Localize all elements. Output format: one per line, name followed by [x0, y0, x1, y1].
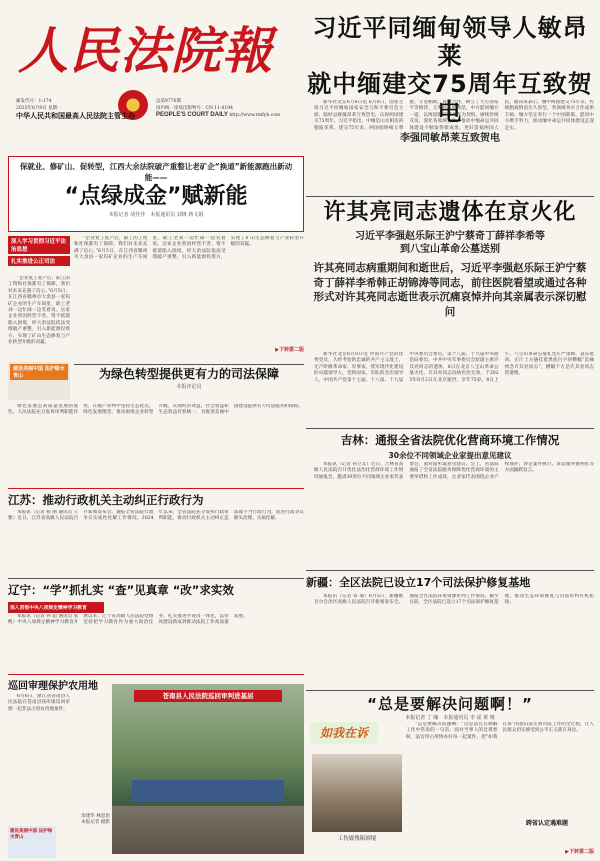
liaoning-body: 本报讯（记者 孙 超 通讯员 张 帆）中央八项规定精神学习教育开展以来，辽宁省高级人民法院党组坚持把学习教育作为重大政治任务，扎实推进学查改一体化，以作风建设新成效推动法院工作高质量发展。 — [8, 614, 248, 626]
opinion-photo-caption: 工伤致残陷困境 — [337, 836, 377, 842]
opinion-photo — [312, 754, 402, 832]
xinjiang-headline: 新疆：全区法院已设立17个司法保护修复基地 — [306, 576, 531, 589]
opinion-subhead: 跨省认定遇难题 — [525, 820, 568, 827]
jilin-body: 本报讯（记者 孙立文）近日，吉林省高级人民法院召开优化法治化营商环境工作情况通报会，邀请30余位不同领域企业家代表参会，面对面听取意见建议。会上，省法院通报了全省法院服务保障优化营商环境的主要举措和工作成效，企业家代表围绕企业产权保护、涉企案件执行、诉讼服务便利化等方面踊跃发言。 — [314, 462, 594, 480]
green-continued-note: ▶下转第二版 — [275, 347, 304, 353]
jiangsu-body: 本报讯（记者 杨 丽 通讯员 王 雅）近日，江苏省高级人民法院召开新闻发布会，通报全省法院行政争议实质性化解工作情况。2024年以来，全省法院充分发挥行政审判职能，推动行政机关主动纠正违法或不当行政行为，促进行政争议源头治理、实质化解。 — [8, 510, 304, 522]
opinion-body: “总是要解决问题啊！”这是法官在调解工作中常说的一句话。面对当事人的急难愁盼，法官用心用情办好每一起案件，把“如我在诉”的意识落实到司法工作的全过程，让人民群众切实感受到公平正义就在身边。 — [406, 722, 594, 740]
xinjiang-story — [306, 574, 594, 591]
lead-subheadline: 李强同敏昂莱互致贺电 — [400, 133, 500, 144]
liaoning-tag-box — [8, 602, 104, 613]
promotion-story — [8, 678, 108, 695]
liaoning-headline: 辽宁：“学”抓扎实 “查”见真章 “改”求实效 — [8, 583, 234, 597]
court-hearing-photo — [112, 684, 304, 854]
commentary-author: 本报评论员 — [176, 384, 202, 390]
green-story-header — [8, 156, 304, 232]
hearing-table — [132, 780, 284, 802]
divider — [8, 578, 304, 579]
commentary — [74, 366, 304, 390]
masthead — [6, 8, 304, 126]
green-side-text: “企业复工复产后，职工的工资和社保都有了保障，我们对未来充满了信心。”6月5日，在江西省赣州市大余县一家钨矿企业的生产车间里，职工老刘一边忙碌一边笑着说。这家企业曾因经营不善、资不抵债陷入困境，经大余法院依法受理破产重整，引入新能源投资方，实现了矿山生态修复与产业转型升级的双赢。 — [8, 276, 70, 346]
promo-badge — [8, 826, 56, 858]
column-logo — [310, 722, 378, 744]
promo-badge-text: 建设美丽中国 法护绿水青山 — [10, 829, 53, 840]
green-tags — [8, 236, 70, 268]
commentary-headline: 为绿色转型提供更有力的司法保障 — [98, 367, 279, 381]
english-name: PEOPLE'S COURT DAILY — [156, 112, 228, 118]
opinion-headline: “总是要解决问题啊！” — [367, 695, 533, 713]
jiangsu-story — [8, 492, 304, 509]
funeral-subheadline-2: 到八宝山革命公墓送别 — [400, 244, 500, 255]
opinion-byline: 本报记者 丁 咖 本报通讯员 李 谣 黄 晴 — [405, 715, 495, 721]
divider — [306, 690, 594, 691]
funeral-story — [306, 200, 594, 319]
funeral-subheadline-3: 许其亮同志病重期间和逝世后，习近平李强赵乐际王沪宁蔡奇丁薛祥李希韩正胡锦涛等同志，前往医院看望或通过各种形式对许其亮同志逝世表示沉痛哀悼并向其亲属表示深切慰问 — [313, 262, 587, 318]
divider — [306, 428, 594, 429]
green-tag-box — [8, 362, 70, 400]
promotion-caption: 6月6日，浙江省苍南县人民法院在苍南县钱库镇巡回审理一起非法占用农用地案件。 — [8, 694, 70, 712]
tag-green-china: 建设美丽中国 法护绿水青山 — [10, 364, 68, 380]
website-link[interactable]: http://www.rmfyb.com — [229, 113, 281, 118]
total-issue: 总第9776期 — [156, 99, 181, 104]
postal-code: 邮发代号：1-174 — [16, 99, 52, 104]
jilin-story — [306, 432, 594, 462]
lead-headline-line2: 就中缅建交75周年互致贺电 — [307, 70, 593, 126]
tag-justice: 扎实推进公正司法 — [8, 256, 70, 266]
divider — [74, 364, 304, 365]
divider — [306, 570, 594, 571]
column-logo-text: 如我在诉 — [319, 726, 368, 740]
green-headline: “点绿成金”赋新能 — [64, 184, 248, 209]
funeral-body: 新华社北京6月8日电 中国共产党的优秀党员，久经考验的忠诚的共产主义战士，无产阶级革命家、军事家，我军现代化建设的卓越领导人，党和国家、军队的杰出领导人，中国共产党第十七届、十八届、十九届中央委员会委员，第十八届、十九届中央政治局委员，中共中央军事委员会原副主席许其亮同志的遗体，8日在北京八宝山革命公墓火化。许其亮同志因病医治无效，于2025年6月2日在北京逝世，享年75岁。8日上午，八宝山革命公墓礼堂庄严肃穆，哀乐低回。正厅上方悬挂着黑底白字的横幅“沉痛悼念许其亮同志”，横幅下方是许其亮同志的遗像。 — [314, 352, 594, 383]
green-body: “企业复工复产后，职工的工资和社保都有了保障，我们对未来充满了信心。”6月5日，在江西省赣州市大余县一家钨矿企业的生产车间里，职工老刘一边忙碌一边笑着说。这家企业曾因经营不善、资不抵债陷入困境，经大余法院依法受理破产重整，引入新能源投资方，实现了矿山生态修复与产业转型升级的双赢。 — [74, 236, 304, 261]
xinjiang-body: 本报讯（记者 覃 瑞）6月5日，新疆维吾尔自治区高级人民法院召开新闻发布会，通报全区法院环境资源审判工作情况。截至目前，全区法院已设立17个司法保护修复基地，推动生态环境修复与司法审判有机衔接。 — [314, 594, 594, 606]
green-kicker: 保就业、修矿山、促转型，江西大余法院破产重整让老矿企“换道”新能源跑出新动能—— — [19, 162, 293, 182]
divider — [8, 674, 304, 675]
lead-body: 新华社北京6月8日电 6月8日，国家主席习近平同缅甸国家安全与和平委员会主席、临时总统敏昂莱互致贺电，庆祝两国建交75周年。习近平指出，中缅是山水相连的胞波邻邦，建交75年来，两国始终相互尊重、守望相助、真诚合作，树立了大小国家平等相待、互利共赢的典范。中方愿同缅方一道，以两国建交75周年为契机，赓续传统友谊，深化各领域合作，推动中缅命运共同体建设不断取得新成果，更好造福两国人民。敏昂莱表示，缅中两国建交75年来，传统胞波情谊历久弥坚，各领域务实合作成果丰硕。缅方坚定奉行一个中国政策，愿同中方携手努力，推动缅中命运共同体建设走深走实。 — [314, 100, 594, 131]
jilin-headline: 吉林：通报全省法院优化营商环境工作情况 — [340, 433, 560, 447]
audience-area — [112, 806, 304, 854]
issue-date: 2025年6月9日 星期一 — [16, 106, 62, 111]
divider — [306, 196, 594, 197]
promotion-credit: 余建华 林思思 本报记者 摄影 — [80, 814, 110, 825]
masthead-meta-left — [16, 98, 135, 119]
lead-headline-line1: 习近平同缅甸领导人敏昂莱 — [312, 14, 588, 70]
opinion-continued-note: ▶下转第二版 — [565, 849, 594, 855]
cn-number: 国内统一连续出版物号：CN 11-0194 — [156, 106, 234, 111]
promotion-headline: 巡回审理保护农用地 — [8, 681, 98, 692]
photo-banner: 苍南县人民法院巡回审判进基层 — [134, 690, 282, 702]
divider — [8, 488, 304, 489]
jiangsu-headline: 江苏：推动行政机关主动纠正行政行为 — [8, 493, 204, 507]
masthead-meta-right — [156, 98, 280, 119]
green-byline: 本报记者 胡佳佳 本报通讯员 刘锋 蒋文娟 — [108, 212, 204, 218]
tag-eight-rules: 深入贯彻中央八项规定精神学习教育 — [8, 602, 104, 613]
jilin-subheadline: 30余位不同领域企业家提出意见建议 — [388, 451, 512, 460]
funeral-headline: 许其亮同志遗体在京火化 — [323, 200, 577, 225]
masthead-brand: 人民法院報 — [18, 21, 273, 80]
funeral-subheadline-1: 习近平李强赵乐际王沪宁蔡奇丁薛祥李希等 — [355, 231, 545, 242]
liaoning-story — [8, 582, 304, 599]
opinion-story — [306, 694, 594, 721]
commentary-body: 绿色发展是高质量发展的底色。人民法院充分发挥审判职能作用，在破产审判中坚持生态优先、绿色发展理念，推动困境企业转型升级，实现经济效益、社会效益和生态效益有机统一，为推进美丽中国建设提供有力司法服务和保障。 — [8, 404, 303, 416]
tag-legal-thought: 深入学习贯彻习近平法治思想 — [8, 236, 70, 254]
masthead-sponsor: 中华人民共和国最高人民法院主管主办 — [16, 111, 135, 120]
